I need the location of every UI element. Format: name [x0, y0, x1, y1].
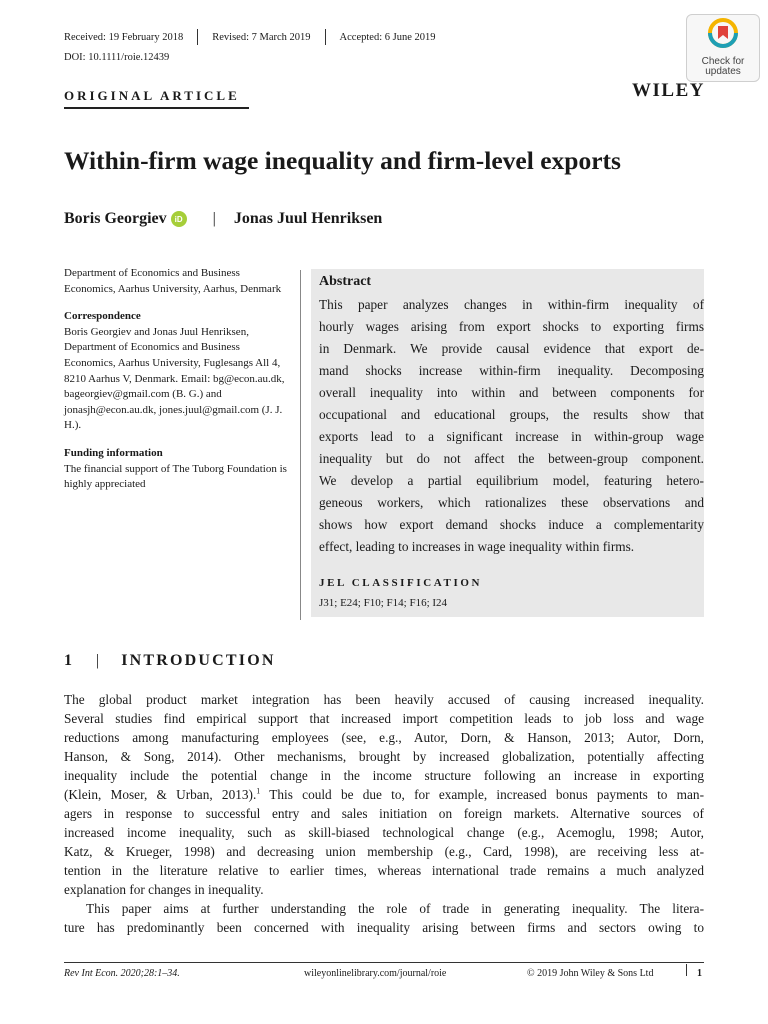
- page-number: 1: [697, 968, 702, 979]
- jel-heading: JEL CLASSIFICATION: [319, 577, 483, 589]
- journal-citation: Rev Int Econ. 2020;28:1–34.: [64, 968, 180, 979]
- author-name[interactable]: Boris Georgiev: [64, 210, 167, 227]
- abstract-line: overall inequality into within and between components for: [319, 385, 704, 400]
- abstract-line: in Denmark. We provide causal evidence that export de-: [319, 341, 704, 356]
- body-line: reductions among manufacturing employees (see, e.g., Autor, Dorn, & Hanson, 2013; Autor, Dorn,: [64, 730, 704, 745]
- body-line-part: (Klein, Moser, & Urban, 2013).: [64, 787, 257, 802]
- abstract-box: [311, 269, 704, 617]
- abstract-line: occupational and educational groups, the results show that: [319, 407, 704, 422]
- article-info-column: [64, 266, 290, 493]
- copyright: © 2019 John Wiley & Sons Ltd: [527, 968, 654, 979]
- body-line-part: This could be due to, for example, increased bonus payments to man-: [260, 787, 704, 802]
- abstract-line: geneous workers, which rationalizes these observations and: [319, 495, 704, 510]
- funding-heading: Funding information: [64, 446, 163, 459]
- doi[interactable]: DOI: 10.1111/roie.12439: [64, 52, 170, 63]
- jel-codes: J31; E24; F10; F14; F16; I24: [319, 597, 448, 609]
- author-name[interactable]: Jonas Juul Henriksen: [233, 210, 383, 227]
- body-line: explanation for changes in inequality.: [64, 882, 264, 897]
- correspondence-text: Boris Georgiev and Jonas Juul Henriksen, Department of Economics and Business Economics, Aarhus University, Fuglesangs All 4, 8210 Aarhus V, Denmark. Email: bg@econ.au.dk, bageorgiev@gmail.com (B. G.) and jonasjh@econ.au.dk, jones.juul@gmail.com (J. J. H.).: [64, 325, 285, 432]
- abstract-line: exports lead to a significant increase in within-group wage: [319, 429, 704, 444]
- article-type: ORIGINAL ARTICLE: [64, 88, 240, 103]
- body-line: Several studies find empirical support that increased import competition leads to job loss and wage: [64, 711, 704, 726]
- section-number: 1: [64, 652, 72, 669]
- body-line: The global product market integration has been heavily accused of causing increased inequality.: [64, 692, 704, 707]
- check-for-updates-label: Check for updates: [701, 56, 745, 77]
- section-separator: |: [96, 652, 100, 669]
- funding-text: The financial support of The Tuborg Foundation is highly appreciated: [64, 462, 287, 491]
- body-line: tention in the literature relative to earlier times, whereas international trade remains a much analyzed: [64, 863, 704, 878]
- correspondence-heading: Correspondence: [64, 310, 141, 323]
- author-separator: |: [212, 210, 216, 227]
- check-for-updates-badge[interactable]: [686, 14, 760, 82]
- body-line: ture has predominantly been concerned with inequality arising between firms and sectors owing to: [64, 920, 704, 935]
- abstract-line: hourly wages arising from export shocks to exporting firms: [319, 319, 704, 334]
- footer-rule: [64, 962, 704, 963]
- affiliation: Department of Economics and Business Economics, Aarhus University, Aarhus, Denmark: [64, 267, 282, 295]
- body-line: increased income inequality, such as skill-biased technological change (e.g., Acemoglu, 1998; Autor,: [64, 825, 704, 840]
- abstract-line: shows how export demand shocks induce a complementarity: [319, 517, 704, 532]
- abstract-line: effect, leading to increases in wage inequality within firms.: [319, 539, 635, 554]
- received-date: Received: 19 February 2018: [64, 31, 184, 43]
- body-line: Hanson, & Song, 2014). Other mechanisms, brought by increased globalization, potentially affecting: [64, 749, 704, 764]
- article-title: Within-firm wage inequality and firm-level exports: [64, 146, 621, 175]
- author-list: [64, 210, 382, 228]
- body-line: This paper aims at further understanding the role of trade in generating inequality. The litera-: [86, 901, 704, 916]
- publication-dates: [64, 29, 435, 45]
- body-line: Katz, & Krueger, 1998) and decreasing union membership (e.g., Card, 1998), are receiving less at-: [64, 844, 704, 859]
- orcid-icon[interactable]: iD: [171, 211, 187, 227]
- body-line: inequality include the potential change in the income structure following an increase in exporting: [64, 768, 704, 783]
- body-line: [64, 785, 704, 804]
- body-line: agers in response to successful entry and sales initiation on foreign markets. Alternative sources of: [64, 806, 704, 821]
- date-divider: [197, 29, 198, 45]
- journal-url[interactable]: wileyonlinelibrary.com/journal/roie: [304, 968, 447, 979]
- abstract-line: mand shocks increase within-firm inequality. Decomposing: [319, 363, 704, 378]
- column-divider: [300, 270, 301, 620]
- abstract-text: [319, 294, 704, 558]
- section-heading: [64, 652, 276, 670]
- abstract-line: This paper analyzes changes in within-firm inequality of: [319, 297, 704, 312]
- article-type-underline: [64, 107, 249, 109]
- abstract-heading: Abstract: [319, 274, 372, 289]
- revised-date: Revised: 7 March 2019: [212, 31, 311, 43]
- footer-divider: [686, 964, 687, 976]
- accepted-date: Accepted: 6 June 2019: [339, 31, 436, 43]
- abstract-line: We develop a partial equilibrium model, featuring hetero-: [319, 473, 704, 488]
- crossmark-icon: [708, 18, 738, 48]
- footnote-ref[interactable]: 1: [256, 786, 261, 796]
- section-title: INTRODUCTION: [121, 652, 276, 669]
- date-divider: [325, 29, 326, 45]
- introduction-text: [64, 690, 704, 937]
- abstract-line: inequality but do not affect the between-group component.: [319, 451, 704, 466]
- publisher-logo: WILEY: [632, 80, 705, 101]
